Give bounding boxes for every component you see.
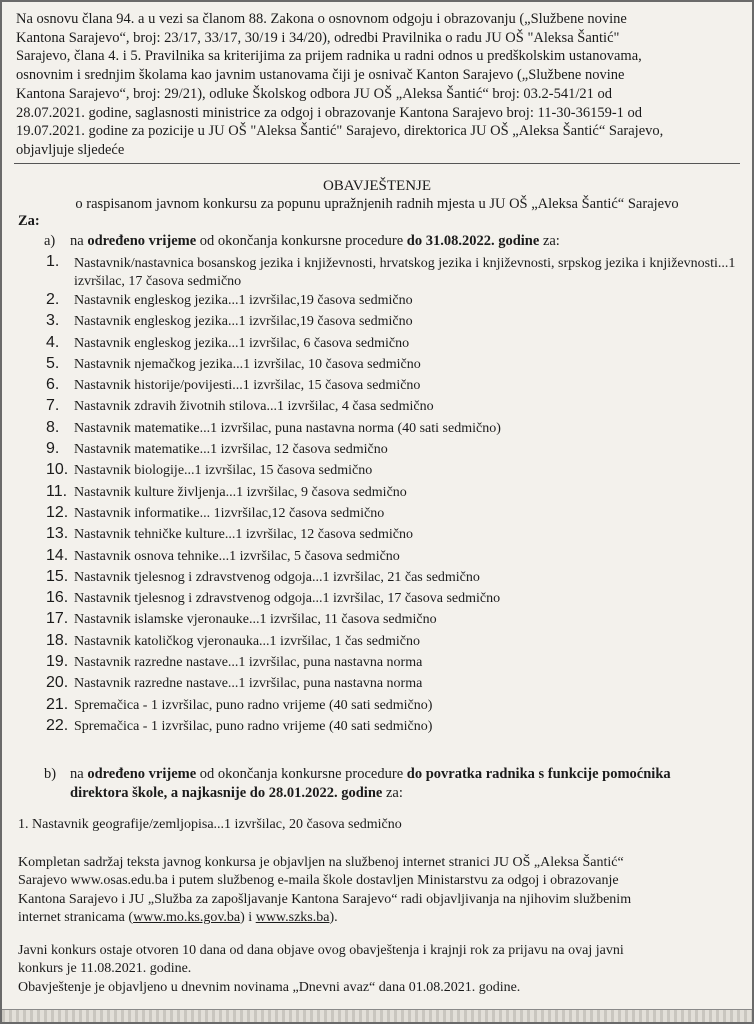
item-text: Nastavnik engleskog jezika...1 izvršilac,19 časova sedmično — [74, 293, 413, 308]
closing-paragraph-2 — [18, 942, 740, 997]
section-b-deadline: do povratka radnika s funkcije pomoćnika — [406, 766, 671, 782]
intro-line: Na osnovu člana 94. a u vezi sa članom 88. Zakona o osnovnom odgoju i obrazovanju („Službene novine — [16, 11, 627, 27]
list-item — [46, 293, 736, 314]
intro-line: Sarajevo, člana 4. i 5. Pravilnika sa kriterijima za prijem radnika u radni odnos u predškolskim ustanovama, — [16, 48, 642, 65]
item-text: Nastavnik razredne nastave...1 izvršilac, puna nastavna norma — [74, 676, 423, 692]
section-b-deadline-cont: direktora škole, a najkasnije do 28.01.2022. godine — [70, 785, 383, 801]
list-item — [46, 463, 736, 484]
list-item — [46, 527, 736, 548]
item-text: Nastavnik/nastavnica bosanskog jezika i književnosti, hrvatskog jezika i književnosti, srpskog jezika i književnosti...1 izvršilac, 17 časova sedmično — [74, 256, 736, 289]
item-number: 6. — [46, 376, 60, 394]
item-text: Spremačica - 1 izvršilac, puno radno vrijeme (40 sati sedmično) — [74, 718, 433, 734]
list-item — [46, 399, 736, 420]
list-item — [46, 354, 736, 378]
item-number: 7. — [46, 397, 60, 415]
item-text: Nastavnik tjelesnog i zdravstvenog odgoja...1 izvršilac, 21 čas sedmično — [74, 569, 480, 585]
closing-line: Javni konkurs ostaje otvoren 10 dana od dana objave ovog obavještenja i krajnji rok za prijavu na ovaj javni — [18, 943, 624, 958]
item-text: Nastavnik osnova tehnike...1 izvršilac, 5 časova sedmično — [74, 548, 400, 564]
closing-text: ). — [329, 910, 338, 926]
section-a-text: od okončanja konkursne procedure — [196, 233, 407, 249]
item-number: 21. — [46, 695, 69, 713]
list-item — [46, 716, 736, 740]
section-b-letter: b) — [44, 766, 57, 782]
item-number: 1. — [46, 253, 60, 270]
list-item — [46, 631, 736, 655]
item-number: 5. — [46, 354, 60, 372]
item-number: 14. — [46, 546, 69, 564]
closing-line: Kompletan sadržaj teksta javnog konkursa je objavljen na službenoj internet stranici JU OŠ „Aleksa Šantić“ — [18, 855, 624, 870]
item-text: Nastavnik biologije...1 izvršilac, 15 časova sedmično — [74, 463, 373, 479]
item-text: Nastavnik kulture življenja...1 izvršilac, 9 časova sedmično — [74, 484, 407, 500]
item-number: 4. — [46, 333, 60, 351]
intro-line: Kantona Sarajevo“, broj: 23/17, 33/17, 30/19 i 34/20), odredbi Pravilnika o radu JU OŠ "Aleksa Šantić" — [16, 29, 620, 46]
list-item — [46, 418, 736, 442]
intro-line: Kantona Sarajevo“, broj: 29/21), odluke Školskog odbora JU OŠ „Aleksa Šantić“ broj: 03.2-541/21 od — [16, 85, 613, 102]
list-item — [46, 442, 736, 463]
item-text: Nastavnik islamske vjeronauke...1 izvršilac, 11 časova sedmično — [74, 612, 437, 628]
item-number: 19. — [46, 653, 69, 671]
item-text: Nastavnik engleskog jezika...1 izvršilac, 6 časova sedmično — [74, 335, 410, 351]
intro-line: 28.07.2021. godine, saglasnosti ministrice za odgoj i obrazovanje Kantona Sarajevo broj: 11-30-36159-1 od — [16, 104, 643, 121]
closing-text: internet stranicama ( — [18, 910, 134, 926]
item-text: Nastavnik tjelesnog i zdravstvenog odgoja...1 izvršilac, 17 časova sedmično — [74, 591, 501, 607]
section-divider — [14, 163, 740, 164]
item-number: 22. — [46, 716, 69, 734]
list-item — [46, 676, 736, 697]
intro-paragraph — [16, 10, 740, 160]
section-a-letter: a) — [44, 233, 56, 249]
item-text: Nastavnik historije/povijesti...1 izvršilac, 15 časova sedmično — [74, 378, 421, 394]
list-item — [46, 695, 736, 719]
section-b-text: za: — [382, 785, 403, 801]
item-text: Nastavnik matematike...1 izvršilac, puna nastavna norma (40 sati sedmično) — [74, 420, 501, 436]
closing-text: ) i — [240, 910, 256, 926]
intro-line: objavljuje sljedeće — [16, 141, 125, 158]
section-a-text: za: — [539, 233, 560, 249]
item-number: 8. — [46, 418, 60, 436]
section-b-continuation — [44, 784, 734, 803]
list-item — [46, 591, 736, 612]
item-text: Nastavnik informatike... 1izvršilac,12 časova sedmično — [74, 505, 385, 521]
closing-line: konkurs je 11.08.2021. godine. — [18, 961, 192, 977]
section-b-item: 1. Nastavnik geografije/zemljopisa...1 izvršilac, 20 časova sedmično — [18, 817, 402, 832]
item-text: Nastavnik matematike...1 izvršilac, 12 časova sedmično — [74, 442, 388, 458]
positions-list — [46, 255, 736, 740]
list-item — [46, 314, 736, 335]
item-number: 11. — [46, 482, 68, 500]
section-a-text: na — [70, 233, 88, 249]
za-label: Za: — [18, 213, 40, 229]
item-text: Nastavnik katoličkog vjeronauka...1 izvršilac, 1 čas sedmično — [74, 633, 421, 649]
item-text: Nastavnik njemačkog jezika...1 izvršilac, 10 časova sedmično — [74, 356, 421, 372]
closing-line: Obavještenje je objavljeno u dnevnim novinama „Dnevni avaz“ dana 01.08.2021. godine. — [18, 979, 521, 995]
closing-line: Sarajevo www.osas.edu.ba i putem službenog e-maila škole dostavljen Ministarstvu za odgoj i obrazovanje — [18, 873, 619, 889]
notice-subtitle: o raspisanom javnom konkursu za popunu upražnjenih radnih mjesta u JU OŠ „Aleksa Šantić“ Sarajevo — [75, 196, 679, 212]
list-item — [46, 503, 736, 527]
section-a-heading — [44, 233, 734, 250]
list-item — [46, 255, 736, 293]
item-number: 12. — [46, 503, 69, 521]
employment-service-link[interactable]: www.szks.ba — [255, 910, 330, 926]
section-b-bold: određeno vrijeme — [87, 766, 197, 782]
item-number: 2. — [46, 291, 60, 308]
item-number: 9. — [46, 440, 60, 458]
list-item — [46, 546, 736, 570]
intro-line: 19.07.2021. godine za pozicije u JU OŠ "Aleksa Šantić" Sarajevo, direktorica JU OŠ „Aleksa Šantić“ Sarajevo, — [16, 123, 664, 140]
section-b-heading — [44, 765, 734, 803]
item-text: Nastavnik razredne nastave...1 izvršilac, puna nastavna norma — [74, 655, 423, 671]
closing-line-links — [18, 909, 740, 927]
section-a-bold: određeno vrijeme — [87, 233, 197, 249]
closing-line: Kantona Sarajevo i JU „Služba za zapošljavanje Kantona Sarajevo“ radi objavljivanja na njihovim službenim — [18, 891, 632, 907]
item-number: 13. — [46, 525, 69, 543]
list-item — [46, 482, 736, 506]
notice-title: OBAVJEŠTENJE — [322, 178, 432, 194]
ministry-link[interactable]: www.mo.ks.gov.ba — [133, 910, 241, 926]
item-number: 3. — [46, 312, 60, 330]
list-item — [46, 655, 736, 676]
item-text: Nastavnik zdravih životnih stilova...1 izvršilac, 4 časa sedmično — [74, 399, 434, 415]
item-text: Nastavnik tehničke kulture...1 izvršilac, 12 časova sedmično — [74, 527, 414, 543]
list-item — [46, 333, 736, 357]
list-item — [46, 612, 736, 633]
item-number: 10. — [46, 461, 69, 479]
item-number: 15. — [46, 567, 69, 585]
list-item — [46, 567, 736, 591]
item-number: 17. — [46, 610, 69, 628]
closing-paragraph-1 — [18, 854, 740, 928]
item-number: 16. — [46, 589, 69, 607]
section-b-text: od okončanja konkursne procedure — [196, 766, 407, 782]
item-text: Spremačica - 1 izvršilac, puno radno vrijeme (40 sati sedmično) — [74, 697, 433, 713]
item-number: 18. — [46, 631, 69, 649]
item-number: 20. — [46, 674, 69, 692]
item-text: Nastavnik engleskog jezika...1 izvršilac,19 časova sedmično — [74, 314, 413, 330]
intro-line: osnovnim i srednjim školama kao javnim ustanovama čiji je osnivač Kanton Sarajevo („Službene novine — [16, 67, 625, 84]
scan-edge — [2, 1009, 752, 1022]
section-b-text: na — [70, 766, 88, 782]
section-a-deadline: do 31.08.2022. godine — [406, 233, 540, 249]
list-item — [46, 378, 736, 399]
